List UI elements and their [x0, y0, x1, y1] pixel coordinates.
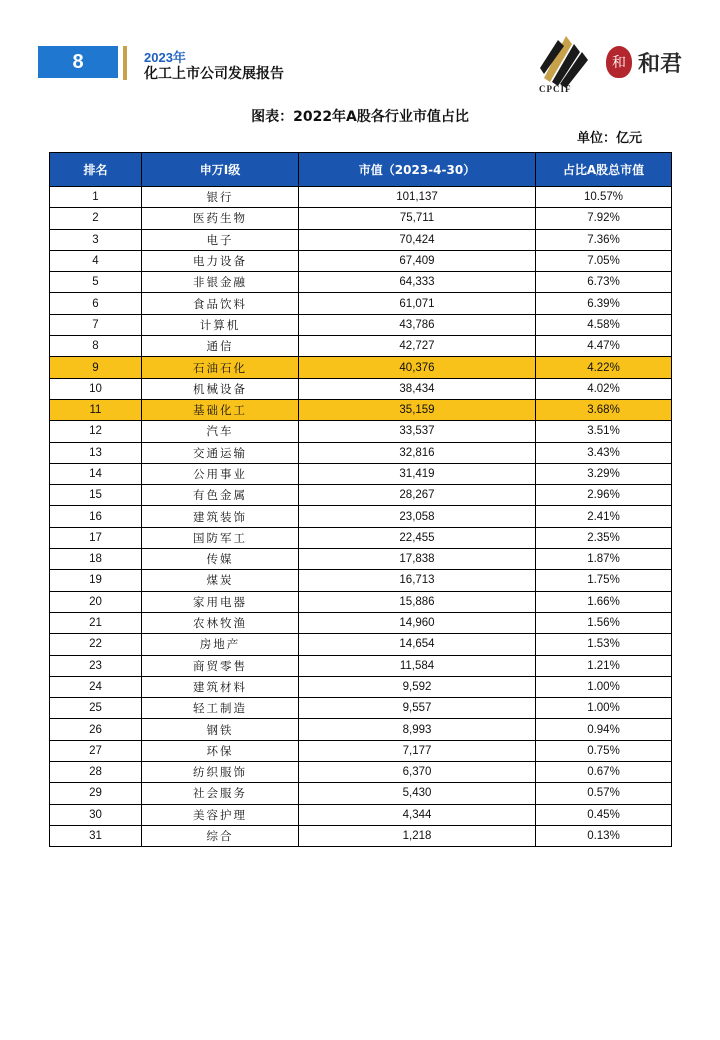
market-cap-cell: 14,960 — [299, 612, 536, 633]
share-cell: 7.36% — [536, 229, 672, 250]
rank-cell: 9 — [50, 357, 142, 378]
rank-cell: 7 — [50, 314, 142, 335]
industry-cell: 社会服务 — [142, 783, 299, 804]
table-row — [50, 655, 672, 676]
market-cap-cell: 40,376 — [299, 357, 536, 378]
market-cap-cell: 70,424 — [299, 229, 536, 250]
header-market-cap: 市值（2023-4-30） — [299, 153, 536, 187]
table-row — [50, 783, 672, 804]
rank-cell: 21 — [50, 612, 142, 633]
industry-cell: 美容护理 — [142, 804, 299, 825]
rank-cell: 4 — [50, 250, 142, 271]
rank-cell: 3 — [50, 229, 142, 250]
industry-cell: 商贸零售 — [142, 655, 299, 676]
unit-label: 单位：亿元 — [576, 131, 642, 146]
rank-cell: 31 — [50, 825, 142, 846]
industry-cell: 电子 — [142, 229, 299, 250]
market-cap-cell: 6,370 — [299, 762, 536, 783]
industry-cell: 传媒 — [142, 549, 299, 570]
industry-cell: 银行 — [142, 187, 299, 208]
rank-cell: 2 — [50, 208, 142, 229]
report-title: 化工上市公司发展报告 — [144, 66, 284, 82]
rank-cell: 20 — [50, 591, 142, 612]
industry-cell: 交通运输 — [142, 442, 299, 463]
table-row — [50, 293, 672, 314]
industry-cell: 国防军工 — [142, 527, 299, 548]
market-cap-cell: 11,584 — [299, 655, 536, 676]
table-row — [50, 229, 672, 250]
table-row — [50, 357, 672, 378]
table-row — [50, 612, 672, 633]
table-row — [50, 591, 672, 612]
share-cell: 4.47% — [536, 336, 672, 357]
rank-cell: 10 — [50, 378, 142, 399]
share-cell: 1.75% — [536, 570, 672, 591]
industry-cell: 汽车 — [142, 421, 299, 442]
table-body — [50, 187, 672, 847]
market-cap-cell: 38,434 — [299, 378, 536, 399]
market-cap-cell: 33,537 — [299, 421, 536, 442]
table-row — [50, 762, 672, 783]
market-cap-cell: 23,058 — [299, 506, 536, 527]
page-number: 8 — [38, 46, 118, 78]
industry-cell: 房地产 — [142, 634, 299, 655]
industry-cell: 食品饮料 — [142, 293, 299, 314]
market-cap-cell: 9,557 — [299, 698, 536, 719]
table-row — [50, 187, 672, 208]
market-cap-cell: 14,654 — [299, 634, 536, 655]
industry-cell: 计算机 — [142, 314, 299, 335]
rank-cell: 15 — [50, 485, 142, 506]
share-cell: 6.73% — [536, 272, 672, 293]
table-row — [50, 250, 672, 271]
rank-cell: 19 — [50, 570, 142, 591]
market-cap-cell: 67,409 — [299, 250, 536, 271]
table-row — [50, 740, 672, 761]
share-cell: 3.29% — [536, 463, 672, 484]
table-row — [50, 272, 672, 293]
table-row — [50, 570, 672, 591]
share-cell: 0.13% — [536, 825, 672, 846]
rank-cell: 28 — [50, 762, 142, 783]
rank-cell: 24 — [50, 676, 142, 697]
share-cell: 1.56% — [536, 612, 672, 633]
market-cap-cell: 42,727 — [299, 336, 536, 357]
rank-cell: 23 — [50, 655, 142, 676]
share-cell: 3.43% — [536, 442, 672, 463]
table-row — [50, 634, 672, 655]
market-cap-cell: 32,816 — [299, 442, 536, 463]
share-cell: 2.41% — [536, 506, 672, 527]
market-cap-cell: 28,267 — [299, 485, 536, 506]
industry-cell: 钢铁 — [142, 719, 299, 740]
rank-cell: 29 — [50, 783, 142, 804]
share-cell: 0.67% — [536, 762, 672, 783]
market-cap-table — [49, 152, 672, 847]
report-year: 2023年 — [144, 50, 186, 65]
rank-cell: 6 — [50, 293, 142, 314]
rank-cell: 11 — [50, 399, 142, 420]
table-row — [50, 698, 672, 719]
share-cell: 3.68% — [536, 399, 672, 420]
rank-cell: 17 — [50, 527, 142, 548]
table-row — [50, 399, 672, 420]
rank-cell: 16 — [50, 506, 142, 527]
hejun-seal-icon: 和 — [606, 46, 632, 78]
industry-cell: 家用电器 — [142, 591, 299, 612]
industry-cell: 纺织服饰 — [142, 762, 299, 783]
rank-cell: 14 — [50, 463, 142, 484]
header-industry: 申万I级 — [142, 153, 299, 187]
market-cap-cell: 22,455 — [299, 527, 536, 548]
share-cell: 2.96% — [536, 485, 672, 506]
rank-cell: 8 — [50, 336, 142, 357]
industry-cell: 环保 — [142, 740, 299, 761]
share-cell: 1.66% — [536, 591, 672, 612]
table-row — [50, 719, 672, 740]
share-cell: 2.35% — [536, 527, 672, 548]
rank-cell: 13 — [50, 442, 142, 463]
industry-cell: 农林牧渔 — [142, 612, 299, 633]
industry-cell: 通信 — [142, 336, 299, 357]
table-row — [50, 442, 672, 463]
market-cap-cell: 4,344 — [299, 804, 536, 825]
table-row — [50, 314, 672, 335]
share-cell: 4.22% — [536, 357, 672, 378]
share-cell: 1.21% — [536, 655, 672, 676]
share-cell: 7.05% — [536, 250, 672, 271]
market-cap-cell: 9,592 — [299, 676, 536, 697]
rank-cell: 1 — [50, 187, 142, 208]
share-cell: 3.51% — [536, 421, 672, 442]
market-cap-cell: 35,159 — [299, 399, 536, 420]
market-cap-cell: 43,786 — [299, 314, 536, 335]
rank-cell: 27 — [50, 740, 142, 761]
market-cap-cell: 64,333 — [299, 272, 536, 293]
share-cell: 1.00% — [536, 698, 672, 719]
industry-cell: 公用事业 — [142, 463, 299, 484]
market-cap-cell: 7,177 — [299, 740, 536, 761]
rank-cell: 12 — [50, 421, 142, 442]
share-cell: 0.94% — [536, 719, 672, 740]
table-row — [50, 485, 672, 506]
industry-cell: 电力设备 — [142, 250, 299, 271]
hejun-logo-text: 和君 — [638, 51, 683, 77]
share-cell: 7.92% — [536, 208, 672, 229]
header-share: 占比A股总市值 — [536, 153, 672, 187]
market-cap-cell: 1,218 — [299, 825, 536, 846]
share-cell: 0.57% — [536, 783, 672, 804]
share-cell: 1.00% — [536, 676, 672, 697]
industry-cell: 医药生物 — [142, 208, 299, 229]
rank-cell: 26 — [50, 719, 142, 740]
market-cap-cell: 31,419 — [299, 463, 536, 484]
table-row — [50, 463, 672, 484]
table-row — [50, 825, 672, 846]
share-cell: 4.58% — [536, 314, 672, 335]
table-row — [50, 208, 672, 229]
table-header-row — [50, 153, 672, 187]
table-title: 图表：2022年A股各行业市值占比 — [251, 109, 469, 125]
share-cell: 1.87% — [536, 549, 672, 570]
market-cap-cell: 16,713 — [299, 570, 536, 591]
rank-cell: 30 — [50, 804, 142, 825]
market-cap-cell: 8,993 — [299, 719, 536, 740]
table-row — [50, 506, 672, 527]
market-cap-cell: 75,711 — [299, 208, 536, 229]
industry-cell: 建筑装饰 — [142, 506, 299, 527]
table-row — [50, 804, 672, 825]
industry-cell: 石油石化 — [142, 357, 299, 378]
industry-cell: 非银金融 — [142, 272, 299, 293]
market-cap-cell: 15,886 — [299, 591, 536, 612]
industry-cell: 煤炭 — [142, 570, 299, 591]
header-divider — [123, 46, 127, 80]
cpcif-logo-text: CPCIF — [539, 84, 572, 94]
rank-cell: 25 — [50, 698, 142, 719]
industry-cell: 轻工制造 — [142, 698, 299, 719]
industry-cell: 基础化工 — [142, 399, 299, 420]
share-cell: 6.39% — [536, 293, 672, 314]
table-row — [50, 527, 672, 548]
table-row — [50, 549, 672, 570]
rank-cell: 22 — [50, 634, 142, 655]
industry-cell: 机械设备 — [142, 378, 299, 399]
market-cap-cell: 5,430 — [299, 783, 536, 804]
share-cell: 1.53% — [536, 634, 672, 655]
industry-cell: 建筑材料 — [142, 676, 299, 697]
table-row — [50, 676, 672, 697]
market-cap-cell: 17,838 — [299, 549, 536, 570]
rank-cell: 5 — [50, 272, 142, 293]
share-cell: 4.02% — [536, 378, 672, 399]
market-cap-cell: 61,071 — [299, 293, 536, 314]
industry-cell: 有色金属 — [142, 485, 299, 506]
table-row — [50, 378, 672, 399]
table-row — [50, 336, 672, 357]
rank-cell: 18 — [50, 549, 142, 570]
share-cell: 10.57% — [536, 187, 672, 208]
hejun-logo — [606, 44, 692, 80]
industry-cell: 综合 — [142, 825, 299, 846]
header-rank: 排名 — [50, 153, 142, 187]
market-cap-cell: 101,137 — [299, 187, 536, 208]
share-cell: 0.75% — [536, 740, 672, 761]
share-cell: 0.45% — [536, 804, 672, 825]
table-row — [50, 421, 672, 442]
